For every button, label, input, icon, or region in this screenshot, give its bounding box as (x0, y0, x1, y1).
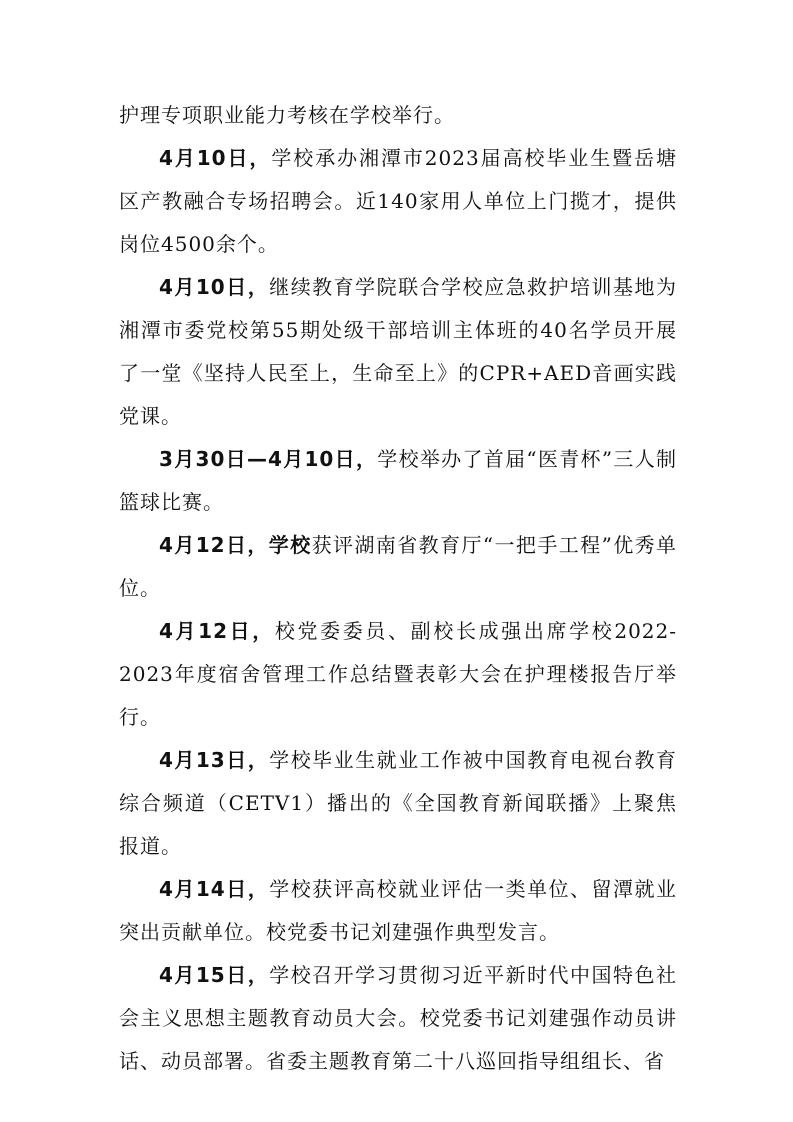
news-item-cetv (119, 739, 677, 868)
news-text: 学校获评高校就业评估一类单位、留潭就业突出贡献单位。校党委书记刘建强作典型发言。 (119, 877, 678, 944)
news-item-award (119, 524, 677, 610)
news-text: 学校毕业生就业工作被中国教育电视台教育综合频道（CETV1）播出的《全国教育新闻联播》上聚焦报道。 (119, 748, 678, 858)
paragraph-continued (119, 94, 677, 137)
news-date: 3月30日—4月10日， (159, 447, 378, 471)
news-date: 4月10日， (159, 275, 270, 299)
news-text: 学校承办湘潭市2023届高校毕业生暨岳塘区产教融合专场招聘会。近140家用人单位上门揽才，提供岗位4500余个。 (119, 146, 677, 256)
news-text: 学校召开学习贯彻习近平新时代中国特色社会主义思想主题教育动员大会。校党委书记刘建强作动员讲话、动员部署。省委主题教育第二十八巡回指导组组长、省 (119, 963, 678, 1073)
news-date: 4月13日， (159, 748, 270, 772)
news-item-theme-education (119, 954, 677, 1083)
news-date: 4月14日， (159, 877, 270, 901)
news-date: 4月15日， (159, 963, 270, 987)
news-date: 4月12日， (159, 619, 275, 643)
news-item-job-fair (119, 137, 677, 266)
news-text: 学校举办了首届“医青杯”三人制篮球比赛。 (119, 447, 678, 514)
news-text: 校党委委员、副校长成强出席学校2022-2023年度宿舍管理工作总结暨表彰大会在护理楼报告厅举行。 (119, 619, 678, 729)
news-text: 获评湖南省教育厅“一把手工程”优秀单位。 (119, 533, 678, 600)
news-item-dormitory (119, 610, 677, 739)
news-text: 继续教育学院联合学校应急救护培训基地为湘潭市委党校第55期处级干部培训主体班的40名学员开展了一堂《坚持人民至上，生命至上》的CPR+AED音画实践党课。 (119, 275, 678, 428)
news-date: 4月10日， (159, 146, 272, 170)
paragraph-text: 护理专项职业能力考核在学校举行。 (119, 103, 455, 127)
news-item-employment (119, 868, 677, 954)
document-body (119, 94, 677, 1083)
news-date: 4月12日， (159, 533, 269, 557)
news-item-party-lesson (119, 266, 677, 438)
news-item-basketball (119, 438, 677, 524)
news-emphasis: 学校 (268, 533, 312, 557)
